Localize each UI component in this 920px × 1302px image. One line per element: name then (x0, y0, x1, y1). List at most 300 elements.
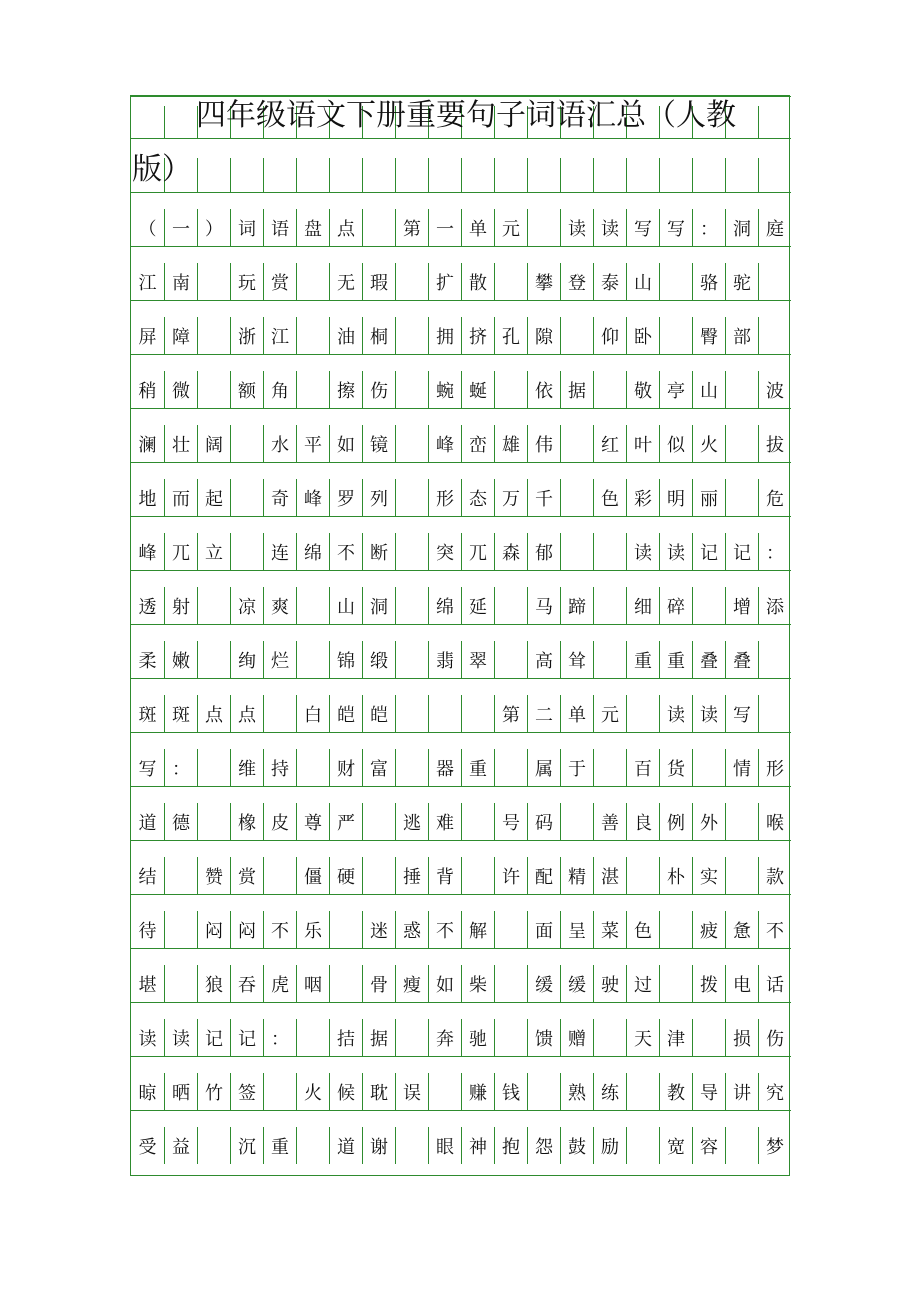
grid-cell (725, 803, 758, 840)
grid-cell: 背 (428, 857, 461, 894)
word-grid-sheet (130, 95, 790, 1176)
grid-cell: 熟 (560, 1073, 593, 1110)
grid-cell (494, 641, 527, 678)
grid-cell: 记 (197, 1019, 230, 1056)
grid-cell: 练 (593, 1073, 626, 1110)
grid-cell: 元 (593, 695, 626, 732)
grid-cell: 梦 (758, 1127, 791, 1164)
grid-cell: 写 (725, 695, 758, 732)
grid-cell: 山 (626, 263, 659, 300)
grid-cell-empty (593, 158, 626, 192)
grid-cell (560, 479, 593, 516)
row-spacer (131, 948, 791, 966)
row-spacer (131, 1002, 791, 1020)
grid-cell: 地 (138, 488, 157, 510)
grid-cell-empty (296, 158, 329, 192)
grid-cell: 隙 (527, 317, 560, 354)
grid-cell: 丽 (692, 479, 725, 516)
grid-cell: 码 (527, 803, 560, 840)
grid-cell (263, 1073, 296, 1110)
grid-cell: 伤 (758, 1019, 791, 1056)
grid-cell: 拨 (692, 965, 725, 1002)
word-row (131, 857, 791, 894)
grid-cell (692, 1019, 725, 1056)
grid-cell: 过 (626, 965, 659, 1002)
grid-cell: 万 (494, 479, 527, 516)
grid-cell: 情 (725, 749, 758, 786)
grid-cell: 闷 (230, 911, 263, 948)
grid-cell: 细 (626, 587, 659, 624)
grid-cell: 据 (560, 371, 593, 408)
grid-cell-empty (494, 158, 527, 192)
grid-cell (197, 1127, 230, 1164)
grid-cell: 卧 (626, 317, 659, 354)
grid-cell: 鼓 (560, 1127, 593, 1164)
grid-cell: 擦 (329, 371, 362, 408)
grid-cell: 单 (461, 209, 494, 246)
grid-cell: 油 (329, 317, 362, 354)
grid-cell (395, 425, 428, 462)
grid-cell: 瑕 (362, 263, 395, 300)
grid-cell (494, 1019, 527, 1056)
grid-cell: 似 (659, 425, 692, 462)
grid-cell: 屏 (138, 326, 157, 348)
grid-cell (527, 209, 560, 246)
grid-cell: 电 (725, 965, 758, 1002)
grid-cell: 读 (626, 533, 659, 570)
grid-cell (428, 695, 461, 732)
grid-cell-empty (263, 158, 296, 192)
grid-cell (362, 803, 395, 840)
grid-cell: 峰 (428, 425, 461, 462)
row-spacer (131, 1110, 791, 1128)
grid-cell: 实 (692, 857, 725, 894)
grid-cell: 教 (659, 1073, 692, 1110)
word-row (131, 317, 791, 354)
grid-cell: 抱 (494, 1127, 527, 1164)
grid-cell: 读 (560, 209, 593, 246)
grid-cell: 菜 (593, 911, 626, 948)
row-spacer (131, 894, 791, 912)
grid-cell: 馈 (527, 1019, 560, 1056)
grid-cell (362, 209, 395, 246)
grid-cell: 竹 (197, 1073, 230, 1110)
grid-cell (197, 587, 230, 624)
grid-cell: 赠 (560, 1019, 593, 1056)
grid-cell: 蜒 (461, 371, 494, 408)
grid-cell: 凉 (230, 587, 263, 624)
grid-cell: 读 (138, 1028, 157, 1050)
grid-cell: 许 (494, 857, 527, 894)
grid-cell: 峰 (296, 479, 329, 516)
grid-cell: 兀 (461, 533, 494, 570)
grid-cell (296, 1019, 329, 1056)
grid-cell: 一 (428, 209, 461, 246)
grid-cell (197, 641, 230, 678)
grid-cell: 挤 (461, 317, 494, 354)
document-title-line2: 版） (132, 152, 192, 187)
grid-cell-empty (659, 158, 692, 192)
grid-cell: 迷 (362, 911, 395, 948)
grid-cell-empty (692, 158, 725, 192)
grid-cell: 读 (659, 533, 692, 570)
grid-cell (197, 803, 230, 840)
grid-cell: 翡 (428, 641, 461, 678)
grid-cell: 皑 (362, 695, 395, 732)
grid-cell: 彩 (626, 479, 659, 516)
grid-cell: 驶 (593, 965, 626, 1002)
grid-cell (296, 371, 329, 408)
grid-cell-empty (527, 158, 560, 192)
grid-cell: 如 (329, 425, 362, 462)
grid-cell: 叠 (725, 641, 758, 678)
word-row (131, 1073, 791, 1110)
grid-cell: 宽 (659, 1127, 692, 1164)
grid-cell: 赏 (263, 263, 296, 300)
grid-cell: 话 (758, 965, 791, 1002)
grid-cell (725, 479, 758, 516)
grid-cell (296, 749, 329, 786)
grid-cell: 富 (362, 749, 395, 786)
grid-cell: 散 (461, 263, 494, 300)
grid-cell: 叶 (626, 425, 659, 462)
word-row (131, 965, 791, 1002)
grid-cell: 明 (659, 479, 692, 516)
grid-cell (593, 749, 626, 786)
grid-cell: 马 (527, 587, 560, 624)
grid-cell: 益 (164, 1127, 197, 1164)
grid-cell: 缓 (560, 965, 593, 1002)
grid-cell: 桐 (362, 317, 395, 354)
grid-cell: 谢 (362, 1127, 395, 1164)
grid-cell (164, 965, 197, 1002)
grid-cell: （ (138, 218, 157, 240)
grid-cell (494, 587, 527, 624)
grid-cell: 庭 (758, 209, 791, 246)
grid-cell (428, 1073, 461, 1110)
grid-cell: 澜 (138, 434, 157, 456)
grid-cell: 容 (692, 1127, 725, 1164)
grid-cell-empty (131, 106, 164, 138)
grid-cell: 第 (395, 209, 428, 246)
grid-cell: 读 (593, 209, 626, 246)
grid-cell: 爽 (263, 587, 296, 624)
grid-cell (494, 371, 527, 408)
grid-cell: 登 (560, 263, 593, 300)
grid-cell (725, 425, 758, 462)
grid-cell (659, 263, 692, 300)
grid-cell: 不 (263, 911, 296, 948)
grid-cell (626, 1073, 659, 1110)
grid-cell: 例 (659, 803, 692, 840)
grid-cell: 而 (164, 479, 197, 516)
grid-cell (725, 857, 758, 894)
grid-cell: 部 (725, 317, 758, 354)
grid-cell: 洞 (362, 587, 395, 624)
grid-cell (494, 263, 527, 300)
grid-cell: 亭 (659, 371, 692, 408)
grid-cell (494, 749, 527, 786)
grid-cell: 锦 (329, 641, 362, 678)
grid-cell (329, 965, 362, 1002)
grid-cell (395, 587, 428, 624)
grid-cell: 骆 (692, 263, 725, 300)
grid-cell (230, 533, 263, 570)
grid-cell: 柴 (461, 965, 494, 1002)
grid-cell (692, 587, 725, 624)
grid-cell: 波 (758, 371, 791, 408)
grid-cell: 配 (527, 857, 560, 894)
grid-cell: 镜 (362, 425, 395, 462)
grid-cell (758, 263, 791, 300)
grid-cell: 狼 (197, 965, 230, 1002)
grid-cell: 导 (692, 1073, 725, 1110)
grid-cell: 红 (593, 425, 626, 462)
grid-cell: 山 (329, 587, 362, 624)
grid-cell: 捶 (395, 857, 428, 894)
grid-cell: 罗 (329, 479, 362, 516)
grid-cell: 透 (138, 596, 157, 618)
grid-cell: 一 (164, 209, 197, 246)
grid-cell: 耽 (362, 1073, 395, 1110)
grid-cell: ： (164, 749, 197, 786)
grid-cell: 绵 (296, 533, 329, 570)
title-row (131, 158, 791, 192)
grid-cell: 千 (527, 479, 560, 516)
grid-cell: 重 (461, 749, 494, 786)
grid-cell: 神 (461, 1127, 494, 1164)
row-spacer (131, 408, 791, 426)
grid-cell: 斑 (138, 704, 157, 726)
grid-cell: 缎 (362, 641, 395, 678)
grid-cell: 平 (296, 425, 329, 462)
grid-cell: 写 (138, 758, 157, 780)
grid-cell: 究 (758, 1073, 791, 1110)
grid-cell: 瘦 (395, 965, 428, 1002)
grid-cell: 山 (692, 371, 725, 408)
grid-cell: 如 (428, 965, 461, 1002)
grid-cell: 色 (593, 479, 626, 516)
grid-cell (230, 479, 263, 516)
grid-cell: 款 (758, 857, 791, 894)
grid-cell: 南 (164, 263, 197, 300)
grid-cell: 元 (494, 209, 527, 246)
grid-cell-empty (362, 158, 395, 192)
grid-cell: 形 (428, 479, 461, 516)
grid-cell (362, 857, 395, 894)
grid-cell-empty (428, 158, 461, 192)
grid-cell (197, 371, 230, 408)
row-spacer (131, 840, 791, 858)
grid-cell: 词 (230, 209, 263, 246)
grid-cell: 惑 (395, 911, 428, 948)
grid-cell: 断 (362, 533, 395, 570)
grid-cell: 奇 (263, 479, 296, 516)
row-spacer (131, 516, 791, 534)
grid-cell: 单 (560, 695, 593, 732)
grid-cell (593, 587, 626, 624)
grid-cell: 依 (527, 371, 560, 408)
grid-cell: 起 (197, 479, 230, 516)
grid-cell: 结 (138, 866, 157, 888)
grid-cell: 语 (263, 209, 296, 246)
grid-cell: 据 (362, 1019, 395, 1056)
grid-cell: 乐 (296, 911, 329, 948)
grid-cell: 签 (230, 1073, 263, 1110)
grid-cell: 朴 (659, 857, 692, 894)
grid-cell: 呈 (560, 911, 593, 948)
grid-cell: 怨 (527, 1127, 560, 1164)
grid-cell (197, 263, 230, 300)
grid-cell: 闷 (197, 911, 230, 948)
grid-cell (296, 263, 329, 300)
grid-cell (593, 641, 626, 678)
grid-cell: 外 (692, 803, 725, 840)
grid-cell: 受 (138, 1136, 157, 1158)
grid-cell-empty (461, 158, 494, 192)
grid-cell: 缓 (527, 965, 560, 1002)
grid-cell: 读 (692, 695, 725, 732)
grid-cell: 玩 (230, 263, 263, 300)
word-row (131, 371, 791, 408)
grid-cell: 虎 (263, 965, 296, 1002)
grid-cell (560, 317, 593, 354)
grid-cell: 堪 (138, 974, 157, 996)
grid-cell: 柔 (138, 650, 157, 672)
grid-cell: 伤 (362, 371, 395, 408)
grid-cell (527, 1073, 560, 1110)
grid-cell: 写 (659, 209, 692, 246)
grid-cell: 钱 (494, 1073, 527, 1110)
grid-cell: 于 (560, 749, 593, 786)
grid-cell: 白 (296, 695, 329, 732)
grid-cell (626, 857, 659, 894)
grid-cell: 逃 (395, 803, 428, 840)
grid-cell: 洞 (725, 209, 758, 246)
grid-cell (494, 965, 527, 1002)
grid-cell: 记 (692, 533, 725, 570)
grid-cell (230, 425, 263, 462)
row-spacer (131, 624, 791, 642)
grid-cell-empty (626, 158, 659, 192)
grid-cell: 百 (626, 749, 659, 786)
grid-cell: 孔 (494, 317, 527, 354)
grid-cell: 盘 (296, 209, 329, 246)
grid-cell: 立 (197, 533, 230, 570)
grid-cell (296, 1127, 329, 1164)
word-row (131, 695, 791, 732)
grid-cell: 耸 (560, 641, 593, 678)
grid-cell: 皑 (329, 695, 362, 732)
grid-cell-empty (395, 158, 428, 192)
grid-cell: 稍 (138, 380, 157, 402)
grid-cell: 泰 (593, 263, 626, 300)
grid-cell: 浙 (230, 317, 263, 354)
grid-cell: 善 (593, 803, 626, 840)
grid-cell: 二 (527, 695, 560, 732)
grid-cell: 江 (263, 317, 296, 354)
grid-cell: 绵 (428, 587, 461, 624)
grid-cell: 驰 (461, 1019, 494, 1056)
grid-cell: 态 (461, 479, 494, 516)
grid-cell (758, 641, 791, 678)
grid-cell: 臀 (692, 317, 725, 354)
row-spacer (131, 1056, 791, 1074)
grid-cell: 壮 (164, 425, 197, 462)
grid-cell (296, 587, 329, 624)
grid-cell (263, 857, 296, 894)
row-spacer (131, 732, 791, 750)
word-row (131, 803, 791, 840)
grid-cell: 额 (230, 371, 263, 408)
grid-cell: 解 (461, 911, 494, 948)
word-row (131, 587, 791, 624)
grid-cell: 疲 (692, 911, 725, 948)
grid-cell: 第 (494, 695, 527, 732)
grid-cell (164, 857, 197, 894)
grid-cell: 攀 (527, 263, 560, 300)
grid-cell: 器 (428, 749, 461, 786)
grid-cell (329, 911, 362, 948)
word-row (131, 425, 791, 462)
grid-cell (626, 695, 659, 732)
grid-cell: 道 (329, 1127, 362, 1164)
grid-cell: 郁 (527, 533, 560, 570)
grid-cell: 咽 (296, 965, 329, 1002)
grid-cell: 敬 (626, 371, 659, 408)
grid-cell (692, 749, 725, 786)
grid-cell (560, 533, 593, 570)
grid-cell (560, 425, 593, 462)
grid-cell (659, 965, 692, 1002)
grid-cell: ） (197, 209, 230, 246)
grid-cell: 不 (428, 911, 461, 948)
grid-cell: 江 (138, 272, 157, 294)
grid-cell: 连 (263, 533, 296, 570)
grid-cell: 危 (758, 479, 791, 516)
grid-cell: 突 (428, 533, 461, 570)
grid-cell (395, 1019, 428, 1056)
grid-cell: 橡 (230, 803, 263, 840)
grid-cell (164, 911, 197, 948)
grid-cell (626, 1127, 659, 1164)
grid-cell (725, 371, 758, 408)
grid-cell: 天 (626, 1019, 659, 1056)
grid-cell: 角 (263, 371, 296, 408)
grid-cell: 硬 (329, 857, 362, 894)
grid-cell: 叠 (692, 641, 725, 678)
word-row (131, 479, 791, 516)
grid-cell: 翠 (461, 641, 494, 678)
grid-cell: 阔 (197, 425, 230, 462)
grid-cell (395, 479, 428, 516)
grid-cell-empty (329, 158, 362, 192)
row-spacer (131, 246, 791, 264)
grid-cell (296, 317, 329, 354)
grid-cell (395, 263, 428, 300)
grid-cell: 色 (626, 911, 659, 948)
grid-cell: 候 (329, 1073, 362, 1110)
grid-cell-empty (758, 106, 791, 138)
grid-cell: 津 (659, 1019, 692, 1056)
grid-cell (395, 695, 428, 732)
grid-cell (395, 371, 428, 408)
grid-cell: 记 (230, 1019, 263, 1056)
grid-cell: 拥 (428, 317, 461, 354)
grid-cell: 重 (626, 641, 659, 678)
grid-cell (461, 695, 494, 732)
word-row (131, 1019, 791, 1056)
